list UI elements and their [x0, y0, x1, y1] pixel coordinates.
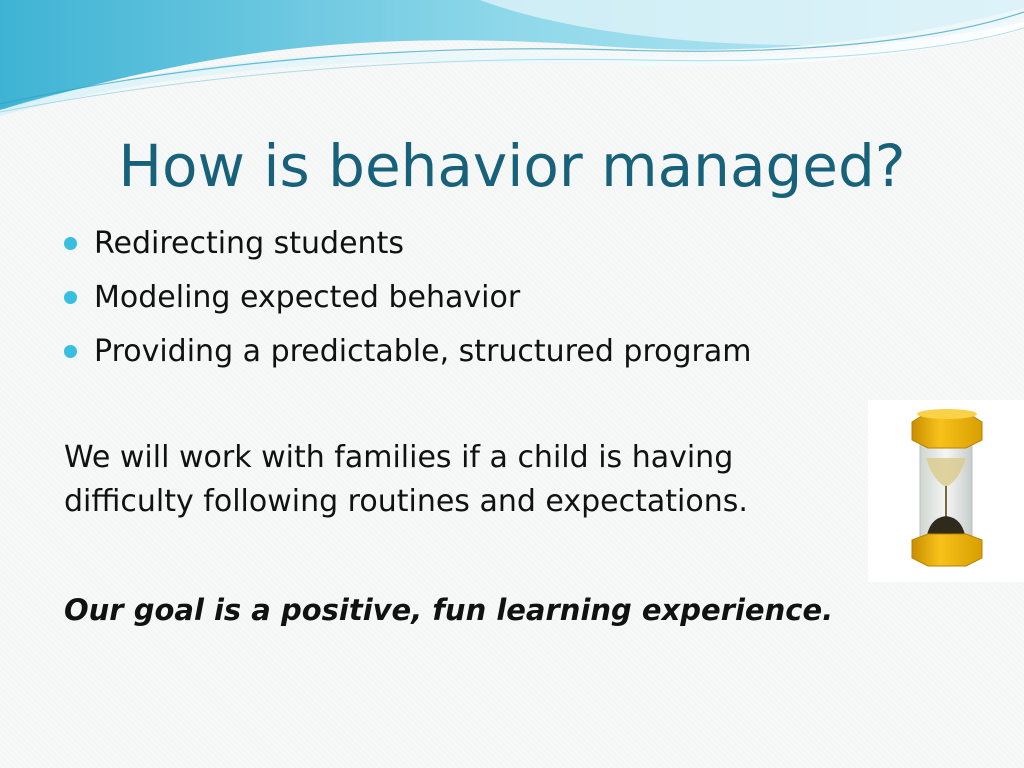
- bullet-item: [64, 222, 751, 276]
- bullet-text: Modeling expected behavior: [94, 280, 521, 315]
- header-wave-decoration: [0, 0, 1024, 120]
- bullet-text: Providing a predictable, structured program: [94, 334, 752, 369]
- families-paragraph: [64, 436, 864, 524]
- bullet-item: [64, 330, 751, 384]
- paragraph-line: We will work with families if a child is having: [64, 440, 734, 475]
- slide-title: How is behavior managed?: [118, 132, 906, 200]
- bullet-dot-icon: [64, 345, 77, 358]
- paragraph-line: difficulty following routines and expectations.: [64, 484, 748, 519]
- bullet-dot-icon: [64, 291, 77, 304]
- bullet-list: [64, 222, 751, 384]
- bullet-dot-icon: [64, 237, 77, 250]
- hourglass-icon: [868, 400, 1024, 582]
- goal-statement: Our goal is a positive, fun learning experience.: [64, 593, 834, 627]
- bullet-item: [64, 276, 751, 330]
- bullet-text: Redirecting students: [94, 226, 404, 261]
